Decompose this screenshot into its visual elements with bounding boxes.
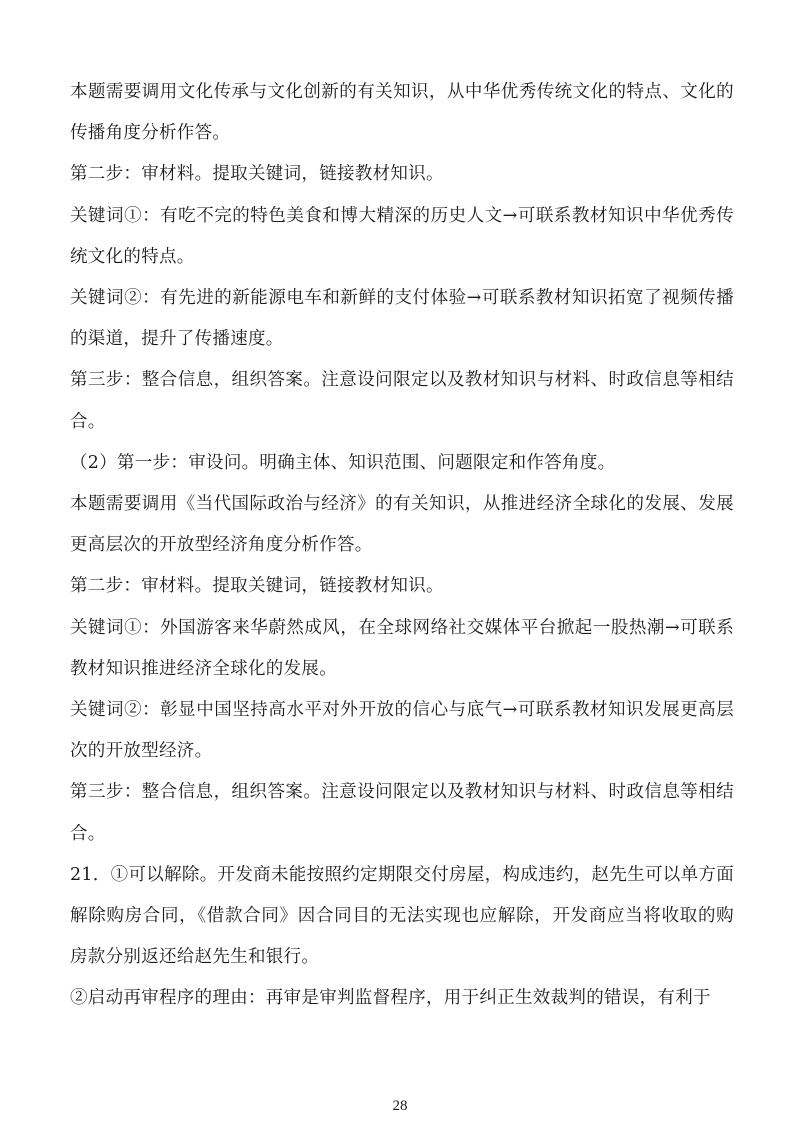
paragraph-q21-answer-2: ②启动再审程序的理由：再审是审判监督程序，用于纠正生效裁判的错误，有利于	[70, 988, 711, 1009]
paragraph-keyword-2-b: 关键词②：彰显中国坚持高水平对外开放的信心与底气→可联系教材知识发展更高层次的开放型经济。	[70, 700, 734, 762]
paragraph-q2-step1: （2）第一步：审设问。明确主体、知识范围、问题限定和作答角度。	[70, 452, 616, 473]
paragraph-analysis-economy: 本题需要调用《当代国际政治与经济》的有关知识，从推进经济全球化的发展、发展更高层次的开放型经济角度分析作答。	[70, 494, 734, 556]
paragraph-step3-integrate: 第三步：整合信息，组织答案。注意设问限定以及教材知识与材料、时政信息等相结合。	[70, 370, 734, 432]
document-body	[70, 72, 734, 1020]
page-number: 28	[392, 1098, 408, 1114]
paragraph-step2-material: 第二步：审材料。提取关键词，链接教材知识。	[70, 164, 444, 185]
paragraph-keyword-2: 关键词②：有先进的新能源电车和新鲜的支付体验→可联系教材知识拓宽了视频传播的渠道，提升了传播速度。	[70, 288, 734, 350]
paragraph-keyword-1: 关键词①：有吃不完的特色美食和博大精深的历史人文→可联系教材知识中华优秀传统文化的特点。	[70, 205, 734, 267]
paragraph-keyword-1-b: 关键词①：外国游客来华蔚然成风，在全球网络社交媒体平台掀起一股热潮→可联系教材知识推进经济全球化的发展。	[70, 617, 734, 679]
paragraph-analysis-culture: 本题需要调用文化传承与文化创新的有关知识，从中华优秀传统文化的特点、文化的传播角度分析作答。	[70, 82, 734, 144]
paragraph-step2-material-2: 第二步：审材料。提取关键词，链接教材知识。	[70, 576, 444, 597]
paragraph-step3-integrate-2: 第三步：整合信息，组织答案。注意设问限定以及教材知识与材料、时政信息等相结合。	[70, 782, 734, 844]
paragraph-q21-answer-1: 21．①可以解除。开发商未能按照约定期限交付房屋，构成违约，赵先生可以单方面解除购房合同，《借款合同》因合同目的无法实现也应解除，开发商应当将收取的购房款分别返还给赵先生和银行。	[70, 864, 734, 968]
